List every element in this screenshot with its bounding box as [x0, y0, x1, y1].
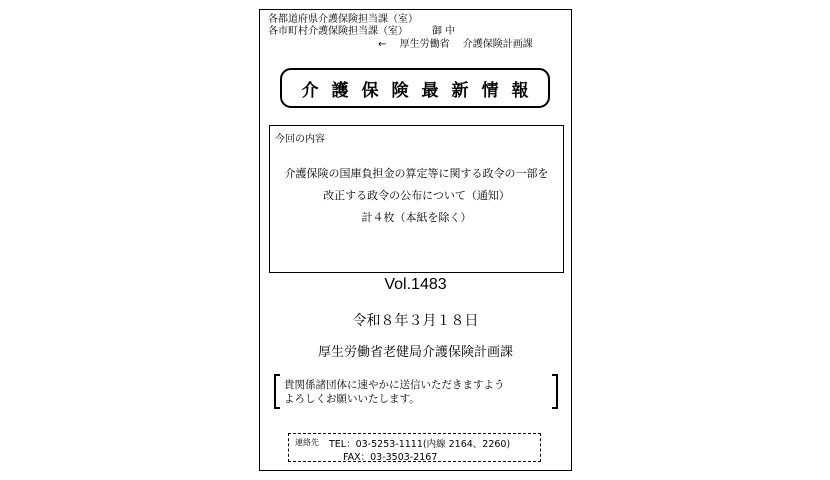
contact-fax: FAX：03-3503-2167: [343, 452, 438, 463]
recipient-municipalities: [268, 26, 455, 38]
sender-line: [378, 39, 533, 51]
left-arrow-icon: ←: [378, 39, 387, 50]
recipient-prefectures: [268, 14, 418, 26]
sender-division: 介護保険計画課: [462, 39, 533, 50]
recipient-line-1: 各都道府県介護保険担当課（室）: [268, 14, 418, 25]
document-page: [259, 9, 572, 471]
document-title: 介護保険最新情報: [301, 80, 542, 101]
title-box: [280, 68, 550, 108]
volume-number: Vol.1483: [384, 276, 447, 293]
contact-label: 連絡先: [295, 438, 319, 447]
contents-box: [269, 125, 564, 273]
notice-line-2: よろしくお願いいたします。: [284, 393, 420, 405]
issuing-department: 厚生労働省老健局介護保険計画課: [317, 345, 513, 360]
sender-ministry: 厚生労働省: [399, 39, 450, 50]
contact-tel: TEL：03-5253-1111(内線 2164、2260): [329, 439, 511, 450]
contents-label: 今回の内容: [275, 134, 325, 145]
recipient-line-2: 各市町村介護保険担当課（室）: [268, 26, 408, 37]
issue-date: 令和８年３月１８日: [352, 313, 479, 329]
contents-line-2: 改正する政令の公布について（通知）: [323, 189, 510, 202]
contents-line-1: 介護保険の国庫負担金の算定等に関する政令の一部を: [284, 167, 549, 180]
contact-box: [288, 433, 541, 462]
right-bracket: [552, 374, 558, 409]
left-bracket: [274, 374, 280, 409]
notice-line-1: 貴関係諸団体に速やかに送信いただきますよう: [284, 379, 505, 391]
honorific: 御 中: [432, 26, 456, 37]
forwarding-notice: [282, 374, 550, 409]
page-count: 計４枚（本紙を除く）: [361, 211, 472, 224]
